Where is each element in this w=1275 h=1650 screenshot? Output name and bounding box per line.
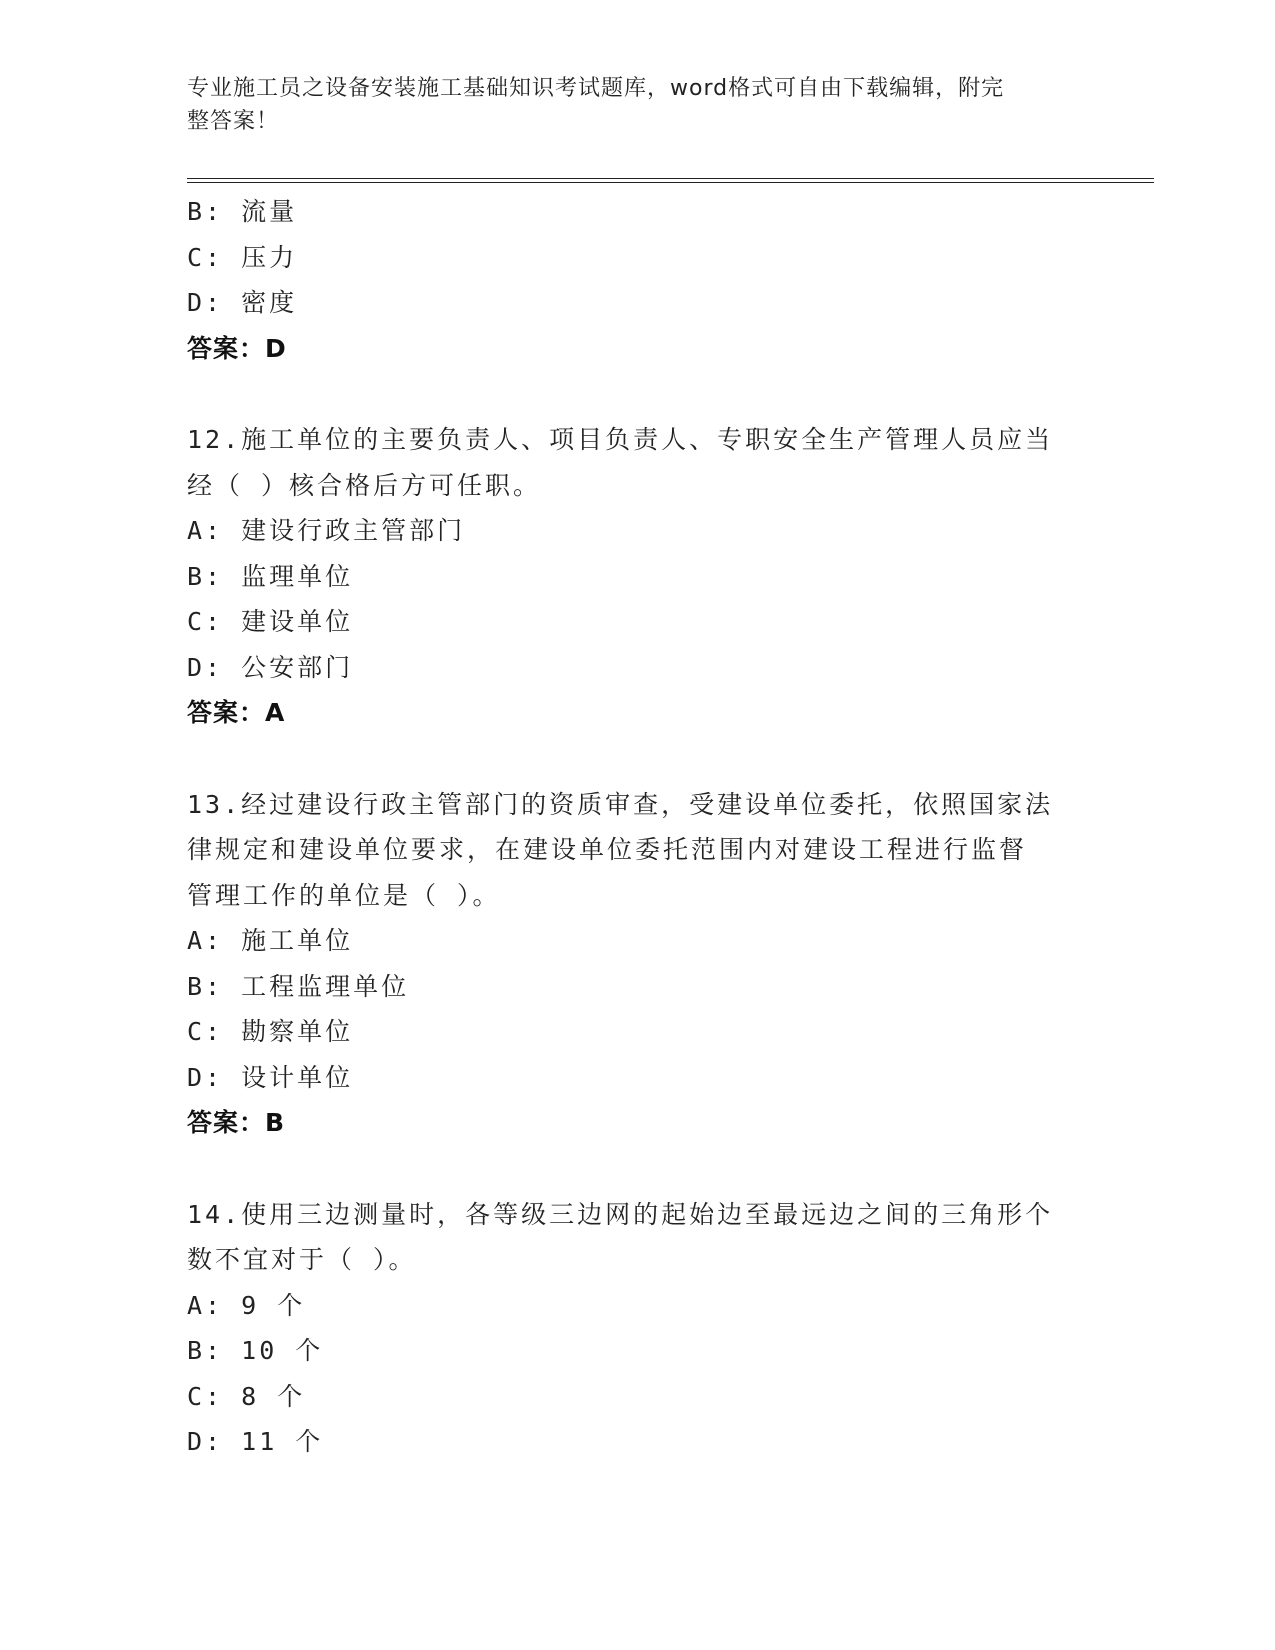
option-d: D: 设计单位 xyxy=(187,1062,354,1092)
question-13 xyxy=(187,782,1087,1146)
option-b: B: 工程监理单位 xyxy=(187,971,410,1001)
question-stem xyxy=(187,1192,1087,1283)
option-c: C: 建设单位 xyxy=(187,607,354,636)
header-line-1: 专业施工员之设备安装施工基础知识考试题库，word格式可自由下载编辑，附完 xyxy=(187,76,1005,101)
stem-line: 经（ ）核合格后方可任职。 xyxy=(187,470,542,500)
option-c: C: 压力 xyxy=(187,242,298,272)
question-stem xyxy=(187,417,1087,508)
option-b: B: 10 个 xyxy=(187,1336,324,1365)
option-b: B: 监理单位 xyxy=(187,561,354,591)
option-d: D: 密度 xyxy=(187,288,298,317)
option-b: B: 流量 xyxy=(187,197,298,226)
page-header xyxy=(187,72,1077,138)
question-11-continued xyxy=(187,189,1087,371)
option-a: A: 建设行政主管部门 xyxy=(187,516,466,545)
header-divider xyxy=(187,178,1154,183)
option-d: D: 11 个 xyxy=(187,1427,324,1456)
stem-line: 14.使用三边测量时，各等级三边网的起始边至最远边之间的三角形个 xyxy=(187,1199,1054,1229)
option-d: D: 公安部门 xyxy=(187,652,354,682)
stem-line: 12.施工单位的主要负责人、项目负责人、专职安全生产管理人员应当 xyxy=(187,425,1054,454)
question-12 xyxy=(187,417,1087,736)
stem-line: 13.经过建设行政主管部门的资质审查，受建设单位委托，依照国家法 xyxy=(187,789,1054,819)
spacer xyxy=(187,1146,1087,1192)
answer: 答案：B xyxy=(187,1108,286,1137)
spacer xyxy=(187,371,1087,417)
header-line-2: 整答案！ xyxy=(187,109,280,134)
answer: 答案：D xyxy=(187,333,287,363)
spacer xyxy=(187,736,1087,782)
stem-line: 数不宜对于（ ）。 xyxy=(187,1245,417,1274)
question-stem xyxy=(187,782,1087,919)
option-a: A: 施工单位 xyxy=(187,926,354,955)
option-c: C: 8 个 xyxy=(187,1381,306,1411)
answer: 答案：A xyxy=(187,698,286,727)
stem-line: 管理工作的单位是（ ）。 xyxy=(187,880,501,910)
option-a: A: 9 个 xyxy=(187,1290,306,1320)
stem-line: 律规定和建设单位要求，在建设单位委托范围内对建设工程进行监督 xyxy=(187,835,1028,864)
document-body xyxy=(187,189,1087,1465)
question-14 xyxy=(187,1192,1087,1465)
option-c: C: 勘察单位 xyxy=(187,1017,354,1046)
